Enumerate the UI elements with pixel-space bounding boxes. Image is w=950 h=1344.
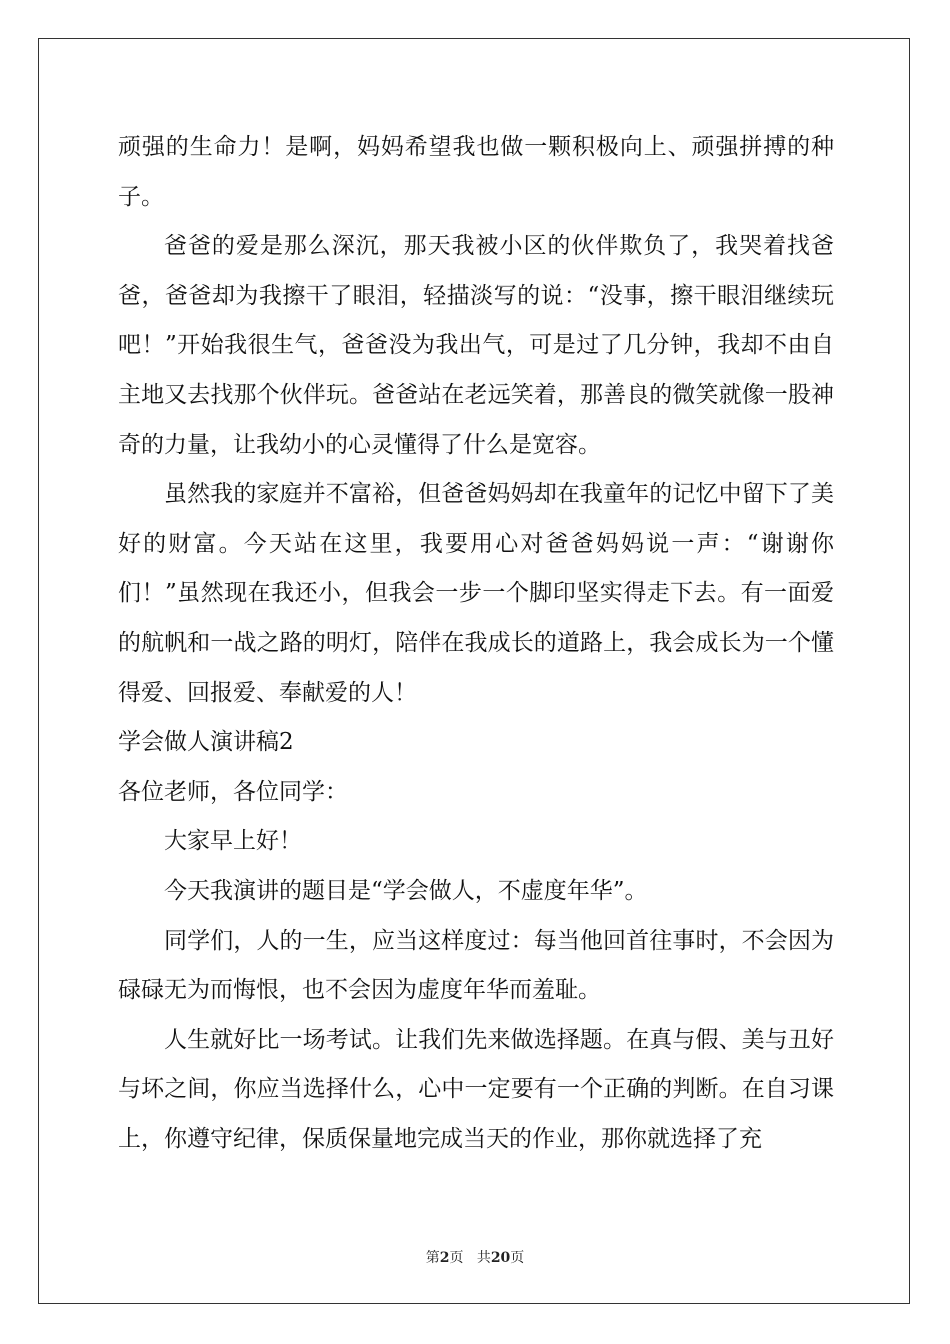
paragraph-topic: 今天我演讲的题目是“学会做人，不虚度年华”。 xyxy=(164,877,648,904)
footer-prefix: 第 xyxy=(425,1250,440,1266)
paragraph-greeting: 大家早上好！ xyxy=(164,828,302,855)
section-title: 学会做人演讲稿2 xyxy=(118,729,294,756)
footer-total-suffix: 页 xyxy=(510,1250,525,1266)
total-page-number: 20 xyxy=(490,1250,511,1266)
paragraph-1: 顽强的生命力！是啊，妈妈希望我也做一颗积极向上、顽强拼搏的种子。 xyxy=(118,134,834,210)
footer-total-prefix: 共 xyxy=(476,1250,491,1266)
salutation: 各位老师，各位同学： xyxy=(118,778,348,805)
page-footer xyxy=(0,1247,950,1267)
paragraph-life: 同学们，人的一生，应当这样度过：每当他回首往事时，不会因为碌碌无为而悔恨，也不会因为虚度年华而羞耻。 xyxy=(118,927,834,1004)
footer-page-suffix: 页 xyxy=(449,1250,464,1266)
document-body xyxy=(118,123,834,1164)
current-page-number: 2 xyxy=(439,1250,450,1266)
paragraph-exam: 人生就好比一场考试。让我们先来做选择题。在真与假、美与丑好与坏之间，你应当选择什么，心中一定要有一个正确的判断。在自习课上，你遵守纪律，保质保量地完成当天的作业，那你就选择了充 xyxy=(118,1026,834,1152)
paragraph-3: 虽然我的家庭并不富裕，但爸爸妈妈却在我童年的记忆中留下了美好的财富。今天站在这里，我要用心对爸爸妈妈说一声：“谢谢你们！”虽然现在我还小，但我会一步一个脚印坚实得走下去。有一面爱的航帆和一战之路的明灯，陪伴在我成长的道路上，我会成长为一个懂得爱、回报爱、奉献爱的人！ xyxy=(118,481,834,706)
paragraph-2: 爸爸的爱是那么深沉，那天我被小区的伙伴欺负了，我哭着找爸爸，爸爸却为我擦干了眼泪，轻描淡写的说：“没事，擦干眼泪继续玩吧！”开始我很生气，爸爸没为我出气，可是过了几分钟，我却不由自主地又去找那个伙伴玩。爸爸站在老远笑着，那善良的微笑就像一股神奇的力量，让我幼小的心灵懂得了什么是宽容。 xyxy=(118,233,834,458)
